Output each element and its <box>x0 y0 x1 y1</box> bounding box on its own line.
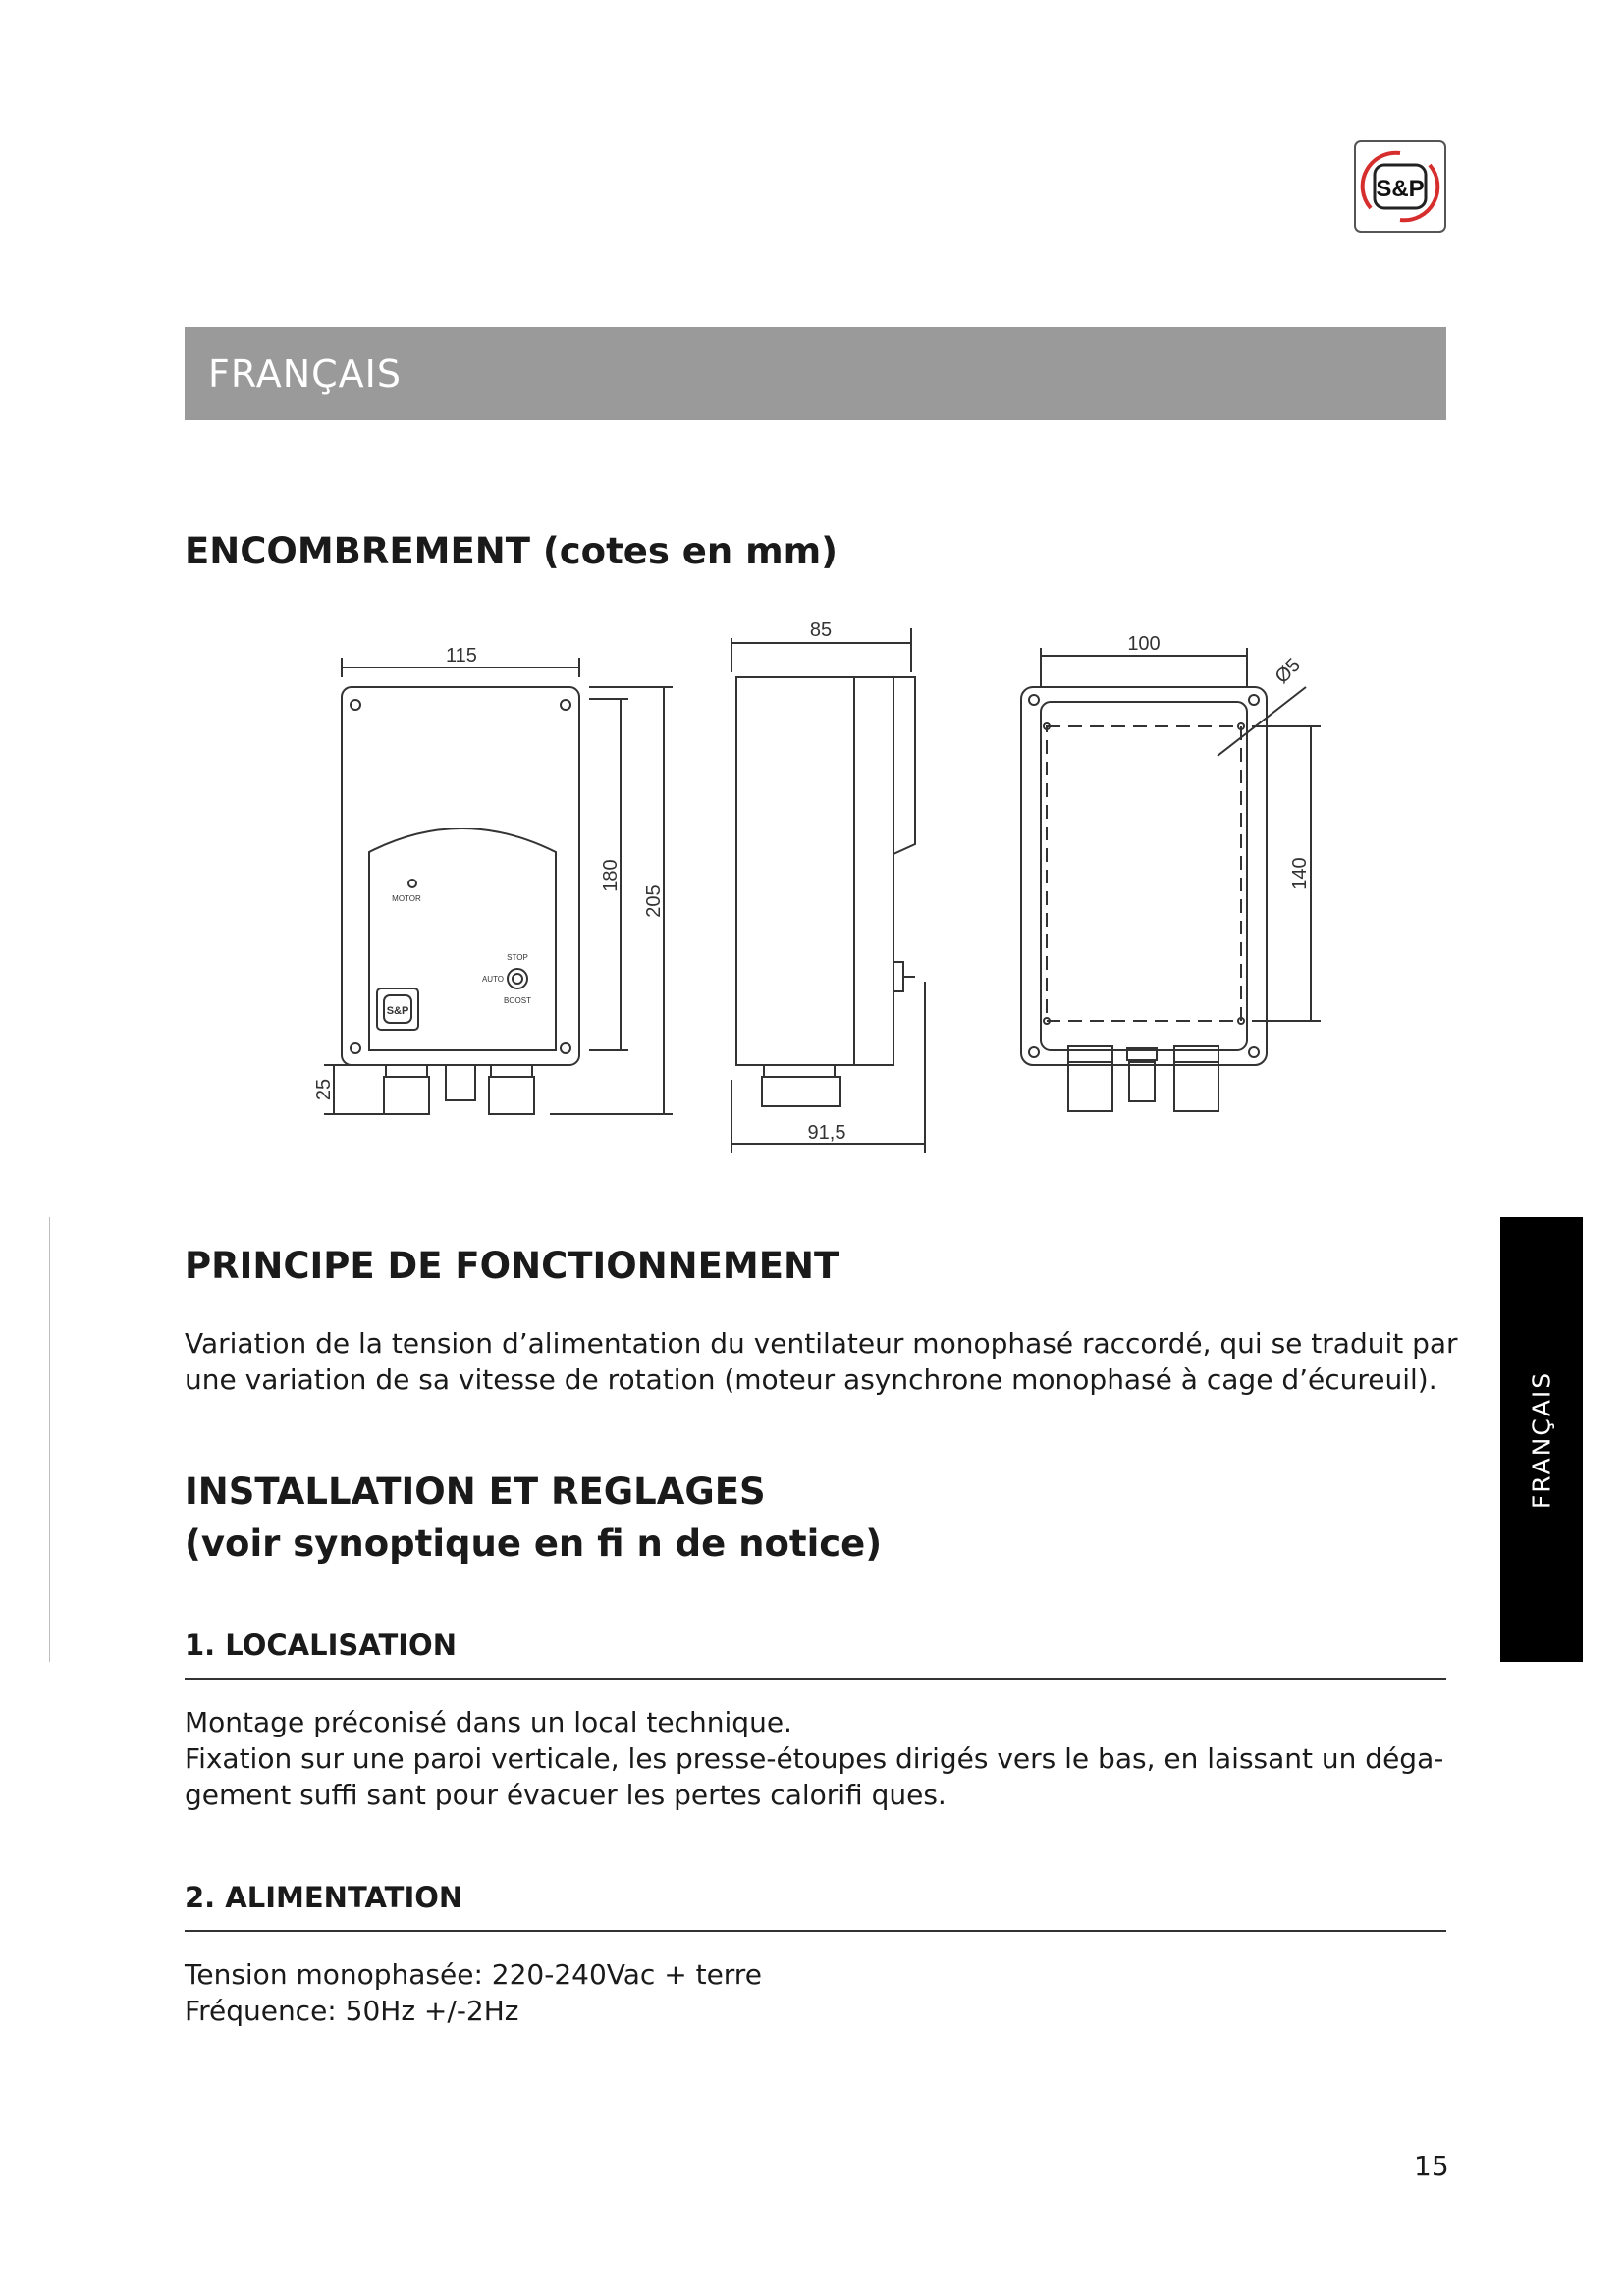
side-language-label: FRANÇAIS <box>1527 1370 1556 1509</box>
divider <box>185 1930 1446 1932</box>
language-header-label: FRANÇAIS <box>208 351 402 396</box>
principe-line: une variation de sa vitesse de rotation (moteur asynchrone monophasé à cage d’écureuil). <box>185 1363 1437 1396</box>
alimentation-line: Fréquence: 50Hz +/-2Hz <box>185 1995 519 2027</box>
localisation-paragraph <box>185 1704 1443 1813</box>
localisation-line: Fixation sur une paroi verticale, les presse-étoupes dirigés vers le bas, en laissant un déga- <box>185 1742 1444 1775</box>
auto-label: AUTO <box>481 975 505 984</box>
principe-paragraph <box>185 1325 1458 1398</box>
installation-subtitle-line: (voir synoptique en fi n de notice) <box>185 1522 883 1565</box>
subsection-title-localisation: 1. LOCALISATION <box>185 1629 457 1662</box>
front-inner-height-label: 180 <box>600 859 622 892</box>
motor-label: MOTOR <box>392 894 421 903</box>
stop-auto-boost-knob-icon <box>508 969 527 988</box>
section-title-principe: PRINCIPE DE FONCTIONNEMENT <box>185 1245 839 1287</box>
section-title-encombrement: ENCOMBREMENT (cotes en mm) <box>185 530 839 572</box>
motor-led-icon <box>408 880 416 887</box>
side-language-tab <box>1500 1217 1583 1662</box>
alimentation-line: Tension monophasée: 220-240Vac + terre <box>185 1958 762 1991</box>
stop-label: STOP <box>507 953 528 962</box>
logo-text: S&P <box>1376 176 1425 202</box>
back-height-label: 140 <box>1289 857 1311 890</box>
back-hole-label: Ø5 <box>1271 654 1305 688</box>
front-view-panel <box>369 828 556 1050</box>
divider <box>185 1678 1446 1680</box>
localisation-line: gement suffi sant pour évacuer les pertes calorifi ques. <box>185 1779 947 1811</box>
back-view-frame <box>1021 687 1267 1065</box>
page-number: 15 <box>1414 2150 1449 2182</box>
subsection-title-alimentation: 2. ALIMENTATION <box>185 1881 463 1914</box>
side-total-depth-label: 91,5 <box>807 1122 846 1144</box>
side-view-body <box>736 677 893 1065</box>
front-width-label: 115 <box>446 645 477 667</box>
back-width-label: 100 <box>1127 633 1161 655</box>
badge-text: S&P <box>386 1005 409 1017</box>
principe-line: Variation de la tension d’alimentation du ventilateur monophasé raccordé, qui se traduit par <box>185 1327 1458 1360</box>
section-title-installation <box>185 1466 882 1570</box>
front-gland-label: 25 <box>313 1078 335 1101</box>
alimentation-paragraph <box>185 1956 762 2029</box>
margin-line <box>49 1217 50 1662</box>
boost-label: BOOST <box>503 996 532 1005</box>
front-height-label: 205 <box>643 884 665 918</box>
localisation-line: Montage préconisé dans un local technique. <box>185 1706 792 1738</box>
side-depth-label: 85 <box>809 619 833 641</box>
installation-title-line: INSTALLATION ET REGLAGES <box>185 1470 766 1513</box>
